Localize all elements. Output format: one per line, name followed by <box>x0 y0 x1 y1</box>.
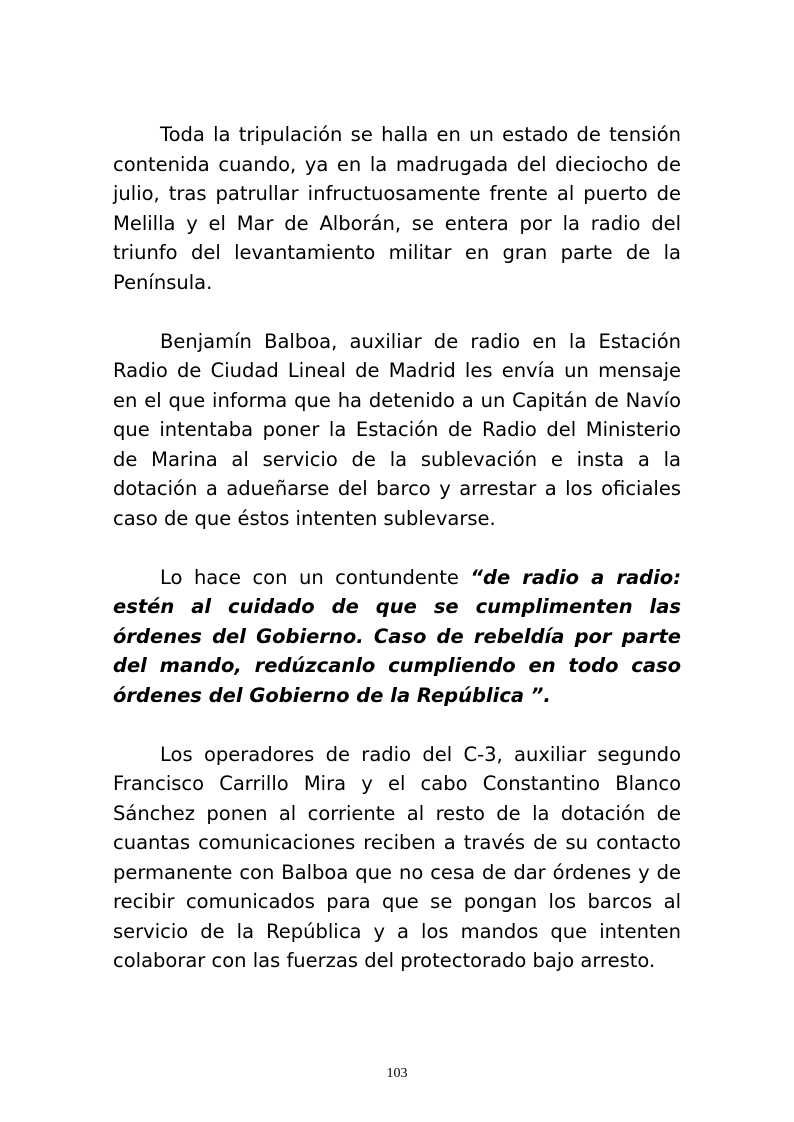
paragraph-4: Los operadores de radio del C-3, auxiliar segundo Francisco Carrillo Mira y el cabo Constantino Blanco Sánchez ponen al corriente al resto de la dotación de cuantas comunicaciones reciben a través de su contacto permanente con Balboa que no cesa de dar órdenes y de recibir comunicados para que se pongan los barcos al servicio de la República y a los mandos que intenten colaborar con las fuerzas del protectorado bajo arresto. <box>113 742 681 972</box>
paragraph-3-lead: Lo hace con un contundente <box>160 565 471 589</box>
body-text <box>113 120 681 1005</box>
paragraph-2: Benjamín Balboa, auxiliar de radio en la Estación Radio de Ciudad Lineal de Madrid les envía un mensaje en el que informa que ha detenido a un Capitán de Navío que intentaba poner la Estación de Radio del Ministerio de Marina al servicio de la sublevación e insta a la dotación a adueñarse del barco y arrestar a los oficiales caso de que éstos intenten sublevarse. <box>113 329 681 530</box>
page-number: 103 <box>386 1066 408 1081</box>
radio-quote: “de radio a radio: estén al cuidado de que se cumplimenten las órdenes del Gobierno. Caso de rebeldía por parte del mando, redúzcanlo cumpliendo en todo caso órdenes del Gobierno de la República ”. <box>113 565 681 707</box>
paragraph-3 <box>113 563 681 711</box>
paragraph-1: Toda la tripulación se halla en un estado de tensión contenida cuando, ya en la madrugada del dieciocho de julio, tras patrullar infructuosamente frente al puerto de Melilla y el Mar de Alborán, se entera por la radio del triunfo del levantamiento militar en gran parte de la Península. <box>113 123 681 294</box>
